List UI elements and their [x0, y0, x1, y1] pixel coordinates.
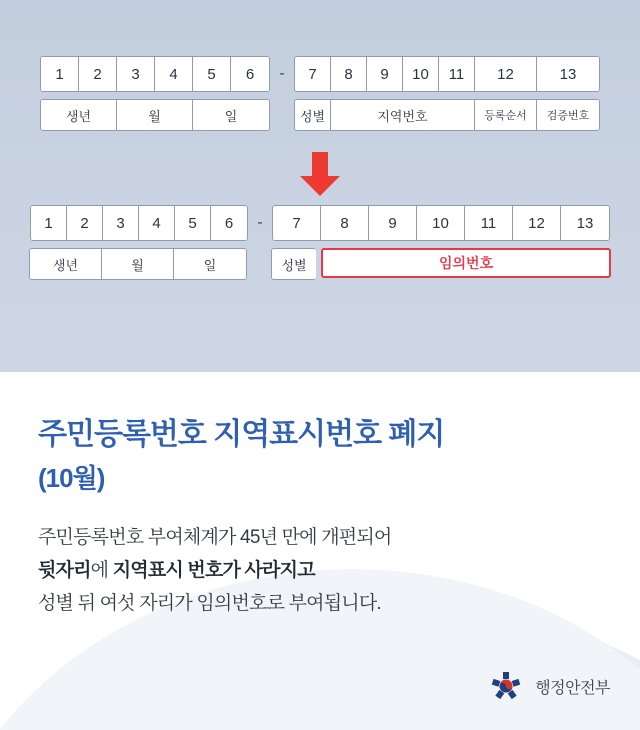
digit-cell: 12 — [475, 57, 537, 91]
digit-cell: 4 — [155, 57, 193, 91]
digit-cell: 4 — [139, 206, 175, 240]
label-gap — [270, 99, 294, 131]
arrow-head — [300, 176, 340, 196]
separator-dash: - — [279, 65, 285, 82]
separator-dash: - — [257, 214, 263, 231]
label-cell: 월 — [102, 249, 174, 279]
content-panel — [0, 372, 640, 730]
digit-cell: 3 — [117, 57, 155, 91]
label-cell: 생년 — [30, 249, 102, 279]
label-gap — [247, 248, 271, 280]
digit-cell: 1 — [41, 57, 79, 91]
digit-cell: 11 — [439, 57, 475, 91]
before-back-digits — [294, 56, 600, 92]
label-cell: 지역번호 — [331, 100, 475, 130]
digit-cell: 10 — [417, 206, 465, 240]
agency-name: 행정안전부 — [535, 679, 610, 697]
page-subtitle: (10월) — [38, 462, 105, 493]
digit-cell: 7 — [295, 57, 331, 91]
random-number-box: 임의번호 — [321, 248, 611, 278]
digit-cell: 12 — [513, 206, 561, 240]
taegeuk-emblem-icon — [486, 666, 526, 706]
after-back-digits — [272, 205, 610, 241]
label-cell: 생년 — [41, 100, 117, 130]
label-cell: 일 — [193, 100, 269, 130]
digit-cell: 2 — [79, 57, 117, 91]
before-structure-group — [0, 56, 640, 131]
body-line-2-bold-b: 지역표시 번호가 사라지고 — [112, 559, 315, 581]
copy-block — [0, 372, 640, 620]
digit-cell: 1 — [31, 206, 67, 240]
digit-cell: 9 — [367, 57, 403, 91]
label-cell: 성별 — [272, 249, 316, 279]
digit-cell: 10 — [403, 57, 439, 91]
body-line-2-plain: 에 — [90, 559, 113, 581]
digit-cell: 7 — [273, 206, 321, 240]
label-cell: 일 — [174, 249, 246, 279]
after-label-row — [0, 248, 640, 280]
digit-cell: 11 — [465, 206, 513, 240]
digit-cell: 6 — [231, 57, 269, 91]
digit-cell: 3 — [103, 206, 139, 240]
before-front-labels — [40, 99, 270, 131]
digit-cell: 5 — [193, 57, 231, 91]
body-line-2 — [38, 554, 640, 587]
label-cell: 월 — [117, 100, 193, 130]
after-front-digits — [30, 205, 248, 241]
label-cell: 성별 — [295, 100, 331, 130]
after-structure-group — [0, 205, 640, 280]
agency-footer — [486, 666, 610, 706]
before-back-labels — [294, 99, 600, 131]
before-digit-row — [0, 56, 640, 92]
digit-cell: 5 — [175, 206, 211, 240]
down-arrow-icon — [300, 152, 340, 196]
body-line-3: 성별 뒤 여섯 자리가 임의번호로 부여됩니다. — [38, 593, 381, 614]
page-title: 주민등록번호 지역표시번호 폐지 — [38, 418, 445, 451]
digit-cell: 13 — [561, 206, 609, 240]
digit-cell: 9 — [369, 206, 417, 240]
digit-cell: 6 — [211, 206, 247, 240]
after-digit-row — [0, 205, 640, 241]
digit-cell: 13 — [537, 57, 599, 91]
digit-cell: 8 — [321, 206, 369, 240]
arrow-shaft — [312, 152, 328, 178]
before-label-row — [0, 99, 640, 131]
body-copy — [38, 521, 640, 621]
after-gender-label — [271, 248, 316, 280]
label-cell: 등록순서 — [475, 100, 537, 130]
body-line-2-bold-a: 뒷자리 — [38, 559, 91, 581]
body-line-1: 주민등록번호 부여체계가 45년 만에 개편되어 — [38, 526, 392, 548]
label-cell: 검증번호 — [537, 100, 599, 130]
digit-cell: 8 — [331, 57, 367, 91]
after-front-labels — [29, 248, 247, 280]
before-front-digits — [40, 56, 270, 92]
digit-cell: 2 — [67, 206, 103, 240]
